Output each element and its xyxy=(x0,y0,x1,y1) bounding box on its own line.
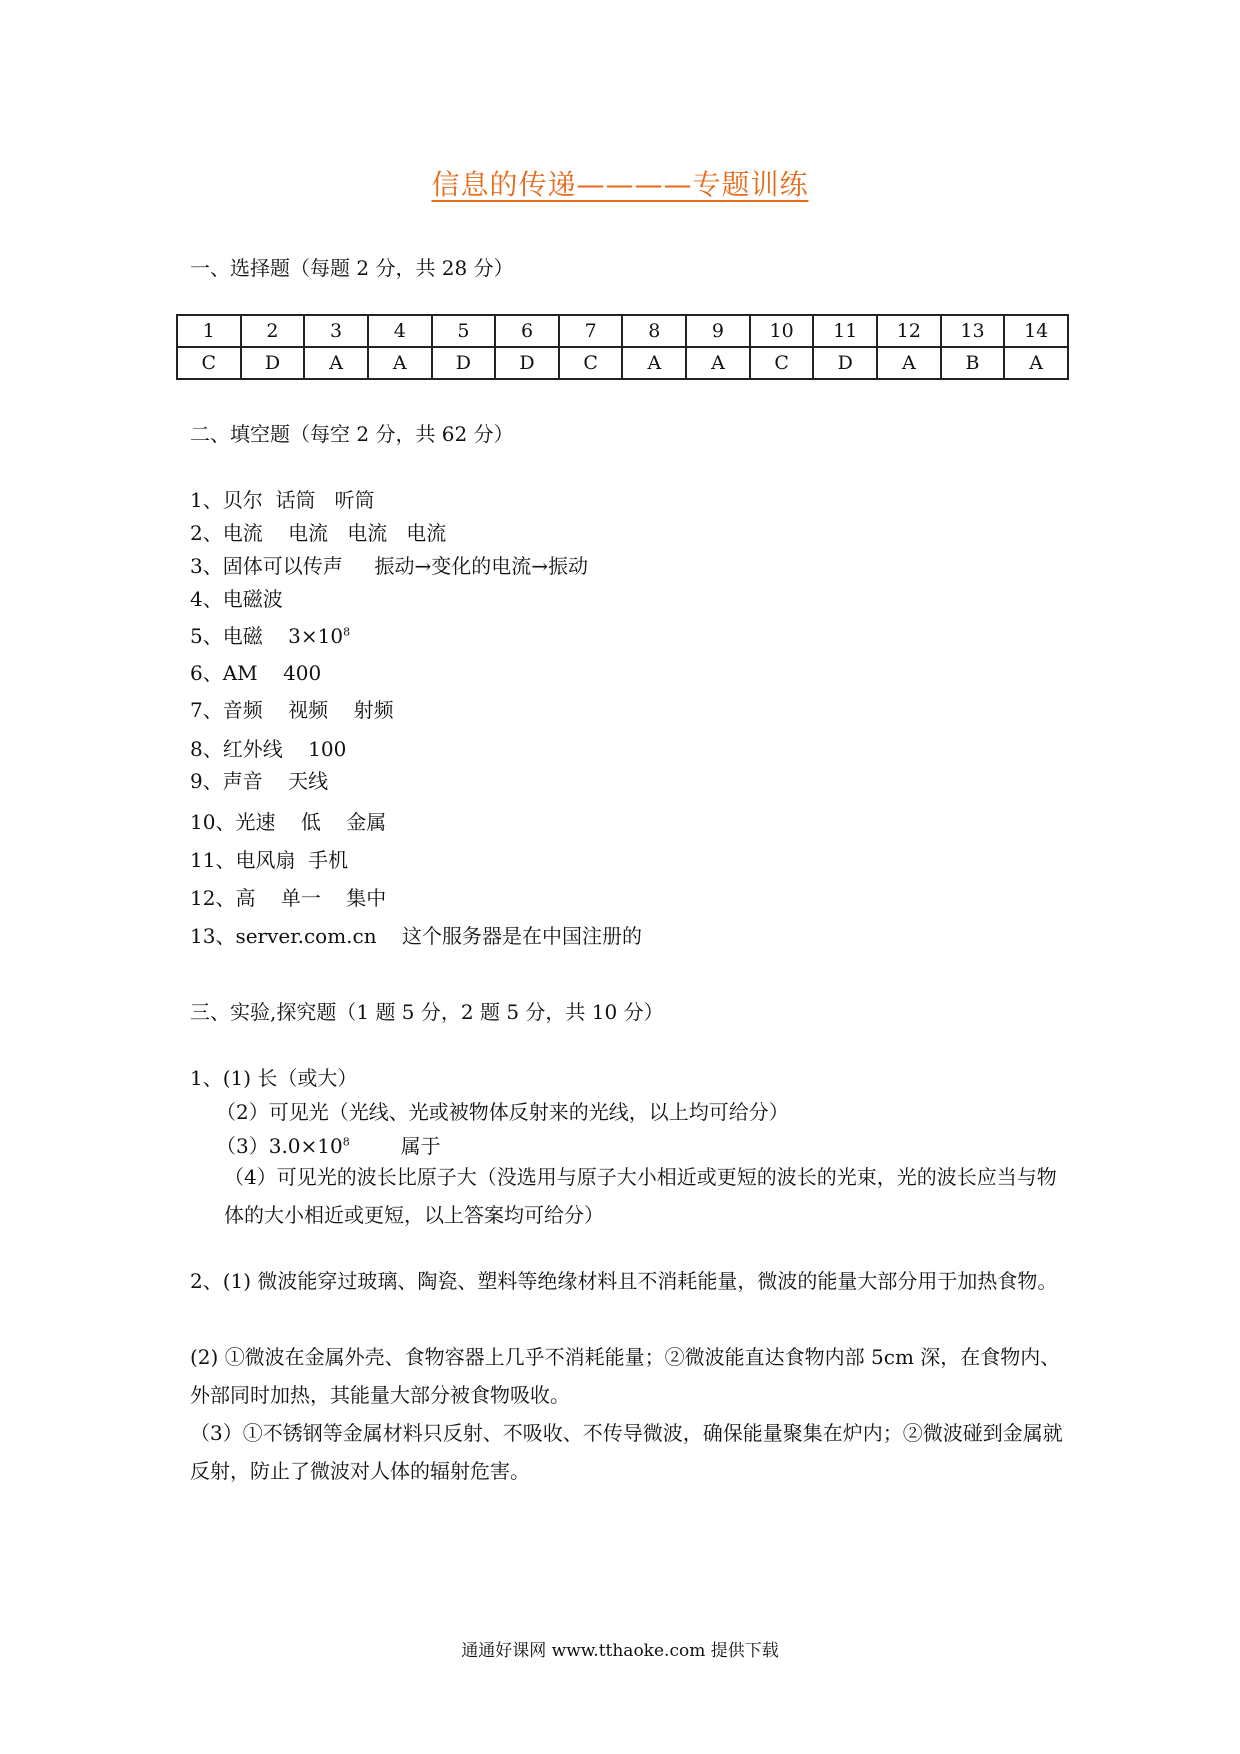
table-cell-answer: A xyxy=(1004,347,1068,379)
table-cell-number: 6 xyxy=(495,315,559,347)
fill-answer-10: 10、光速 低 金属 xyxy=(190,810,387,834)
fill-answer-6: 6、AM 400 xyxy=(190,661,322,685)
table-cell-number: 12 xyxy=(877,315,941,347)
section1-heading: 一、选择题（每题 2 分，共 28 分） xyxy=(190,256,514,280)
table-cell-answer: A xyxy=(622,347,686,379)
experiment-q1-part3-text: （3）3.0×10 xyxy=(216,1134,343,1158)
table-cell-number: 8 xyxy=(622,315,686,347)
table-cell-number: 5 xyxy=(432,315,496,347)
table-cell-number: 4 xyxy=(368,315,432,347)
table-cell-number: 10 xyxy=(750,315,814,347)
exponent: 8 xyxy=(342,1135,350,1149)
experiment-q1-part3 xyxy=(216,1130,441,1159)
table-cell-number: 2 xyxy=(241,315,305,347)
exponent: 8 xyxy=(343,625,351,639)
experiment-q1-part4: （4）可见光的波长比原子大（没选用与原子大小相近或更短的波长的光束，光的波长应当与物体的大小相近或更短，以上答案均可给分） xyxy=(224,1165,1057,1227)
fill-answer-1: 1、贝尔 话筒 听筒 xyxy=(190,488,375,512)
footer-text: 通通好课网 www.tthaoke.com 提供下载 xyxy=(461,1641,779,1661)
table-cell-answer: C xyxy=(177,347,241,379)
table-cell-number: 1 xyxy=(177,315,241,347)
answer-table xyxy=(176,314,1069,380)
table-cell-number: 7 xyxy=(559,315,623,347)
table-cell-answer: D xyxy=(495,347,559,379)
section3-heading: 三、实验,探究题（1 题 5 分，2 题 5 分，共 10 分） xyxy=(190,1000,664,1024)
table-cell-answer: C xyxy=(750,347,814,379)
page-title: 信息的传递————专题训练 xyxy=(431,168,809,201)
table-cell-number: 13 xyxy=(941,315,1005,347)
fill-answer-7: 7、音频 视频 射频 xyxy=(190,698,394,722)
experiment-q1-part1: 1、(1) 长（或大） xyxy=(190,1066,358,1090)
section2-heading: 二、填空题（每空 2 分，共 62 分） xyxy=(190,422,514,446)
fill-answer-4: 4、电磁波 xyxy=(190,587,283,611)
experiment-q2-part1: 2、(1) 微波能穿过玻璃、陶瓷、塑料等绝缘材料且不消耗能量，微波的能量大部分用于加热食物。 xyxy=(190,1269,1058,1293)
table-cell-number: 11 xyxy=(813,315,877,347)
fill-answer-5 xyxy=(190,620,350,649)
fill-answer-8: 8、红外线 100 xyxy=(190,737,347,761)
fill-answer-2: 2、电流 电流 电流 电流 xyxy=(190,521,447,545)
answer-table-answer-row xyxy=(177,347,1068,379)
fill-answer-9: 9、声音 天线 xyxy=(190,769,329,793)
table-cell-number: 14 xyxy=(1004,315,1068,347)
table-cell-answer: A xyxy=(368,347,432,379)
fill-answer-12: 12、高 单一 集中 xyxy=(190,886,387,910)
table-cell-answer: A xyxy=(686,347,750,379)
table-cell-answer: D xyxy=(241,347,305,379)
table-cell-number: 9 xyxy=(686,315,750,347)
table-cell-number: 3 xyxy=(304,315,368,347)
fill-answer-13: 13、server.com.cn 这个服务器是在中国注册的 xyxy=(190,924,643,948)
table-cell-answer: A xyxy=(877,347,941,379)
fill-answer-11: 11、电风扇 手机 xyxy=(190,848,349,872)
table-cell-answer: D xyxy=(813,347,877,379)
fill-answer-3: 3、固体可以传声 振动→变化的电流→振动 xyxy=(190,554,589,578)
table-cell-answer: D xyxy=(432,347,496,379)
experiment-q1-part3-suffix: 属于 xyxy=(349,1134,441,1158)
table-cell-answer: C xyxy=(559,347,623,379)
experiment-q1-part2: （2）可见光（光线、光或被物体反射来的光线，以上均可给分） xyxy=(216,1100,789,1124)
experiment-q2-part2: (2) ①微波在金属外壳、食物容器上几乎不消耗能量；②微波能直达食物内部 5cm 深，在食物内、外部同时加热，其能量大部分被食物吸收。 xyxy=(190,1345,1061,1407)
table-cell-answer: A xyxy=(304,347,368,379)
table-cell-answer: B xyxy=(941,347,1005,379)
experiment-q2-part3: （3）①不锈钢等金属材料只反射、不吸收、不传导微波，确保能量聚集在炉内；②微波碰到金属就反射，防止了微波对人体的辐射危害。 xyxy=(190,1421,1063,1483)
answer-table-number-row xyxy=(177,315,1068,347)
fill-answer-5-text: 5、电磁 3×10 xyxy=(190,624,344,648)
